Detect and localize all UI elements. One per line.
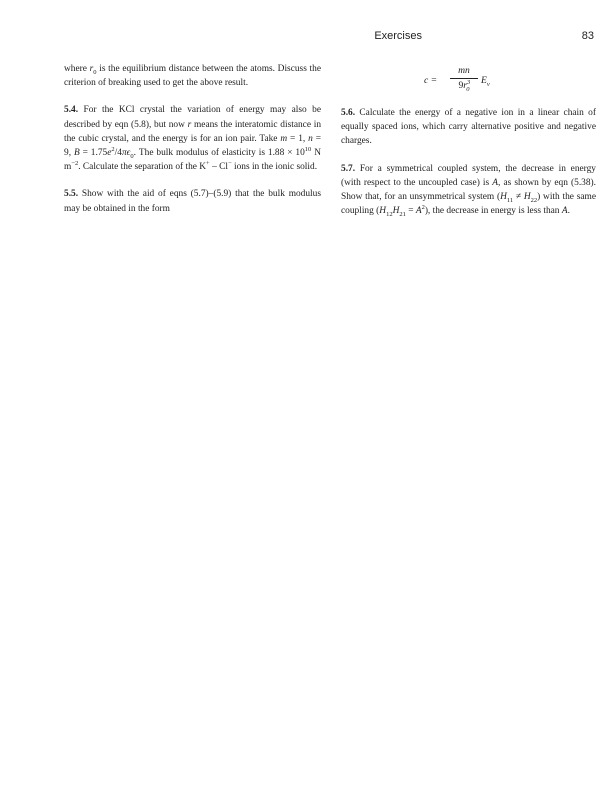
left-column [64, 62, 321, 216]
exercise-number: 5.4. [64, 105, 79, 116]
exercise-5-4: 5.4. For the KCl crystal the variation of energy may also be described by eqn (5.8), but now r means the interatomic distance in the cubic crystal, and the energy is for an ion pair. Take m = 1, n = 9, $B = 1.75e^2/4\pi\epsilon_0$. The bulk modulus of elasticity is $1.88 \times 10^{10}$ N $m^{-2}$. Calculate the separation of the K+ – Cl− ions in the ionic solid. [64, 105, 322, 173]
exercise-number: 5.6. [341, 108, 356, 118]
exercise-5-5: 5.5. Show with the aid of eqns (5.7)–(5.9) that the bulk modulus may be obtained in the form [64, 189, 321, 214]
bulk-modulus-equation [341, 62, 596, 98]
equation-lhs: c = [424, 75, 438, 86]
equation-rhs: $E_v$ [481, 75, 490, 88]
running-section-title: Exercises [374, 30, 422, 42]
page-header [64, 30, 598, 46]
exercise-5-6: 5.6. Calculate the energy of a negative ion in a linear chain of equally spaced ions, which carry alternative positive and negative charges. [341, 108, 596, 147]
right-column [341, 62, 596, 218]
equation-numerator: mn [458, 65, 470, 76]
exercise-number: 5.5. [64, 189, 79, 200]
page-number: 83 [581, 30, 594, 42]
exercise-5-3-continuation: where $r_0$ is the equilibrium distance between the atoms. Discuss the criterion of breaking used to get the above result. [64, 64, 321, 89]
fraction-bar [450, 78, 478, 79]
equation-fraction [448, 65, 480, 92]
exercise-number: 5.7. [341, 163, 356, 174]
exercise-5-7: 5.7. For a symmetrical coupled system, the decrease in energy (with respect to the uncoupled case) is A, as shown by eqn (5.38). Show that, for an unsymmetrical system $(H_{11} \ne H_{22})$ with the same coupling $(H_{12}H_{21} = A^2)$, the decrease in energy is less than A. [341, 163, 597, 219]
equation-denominator: $9r^3_0$ [458, 78, 471, 93]
